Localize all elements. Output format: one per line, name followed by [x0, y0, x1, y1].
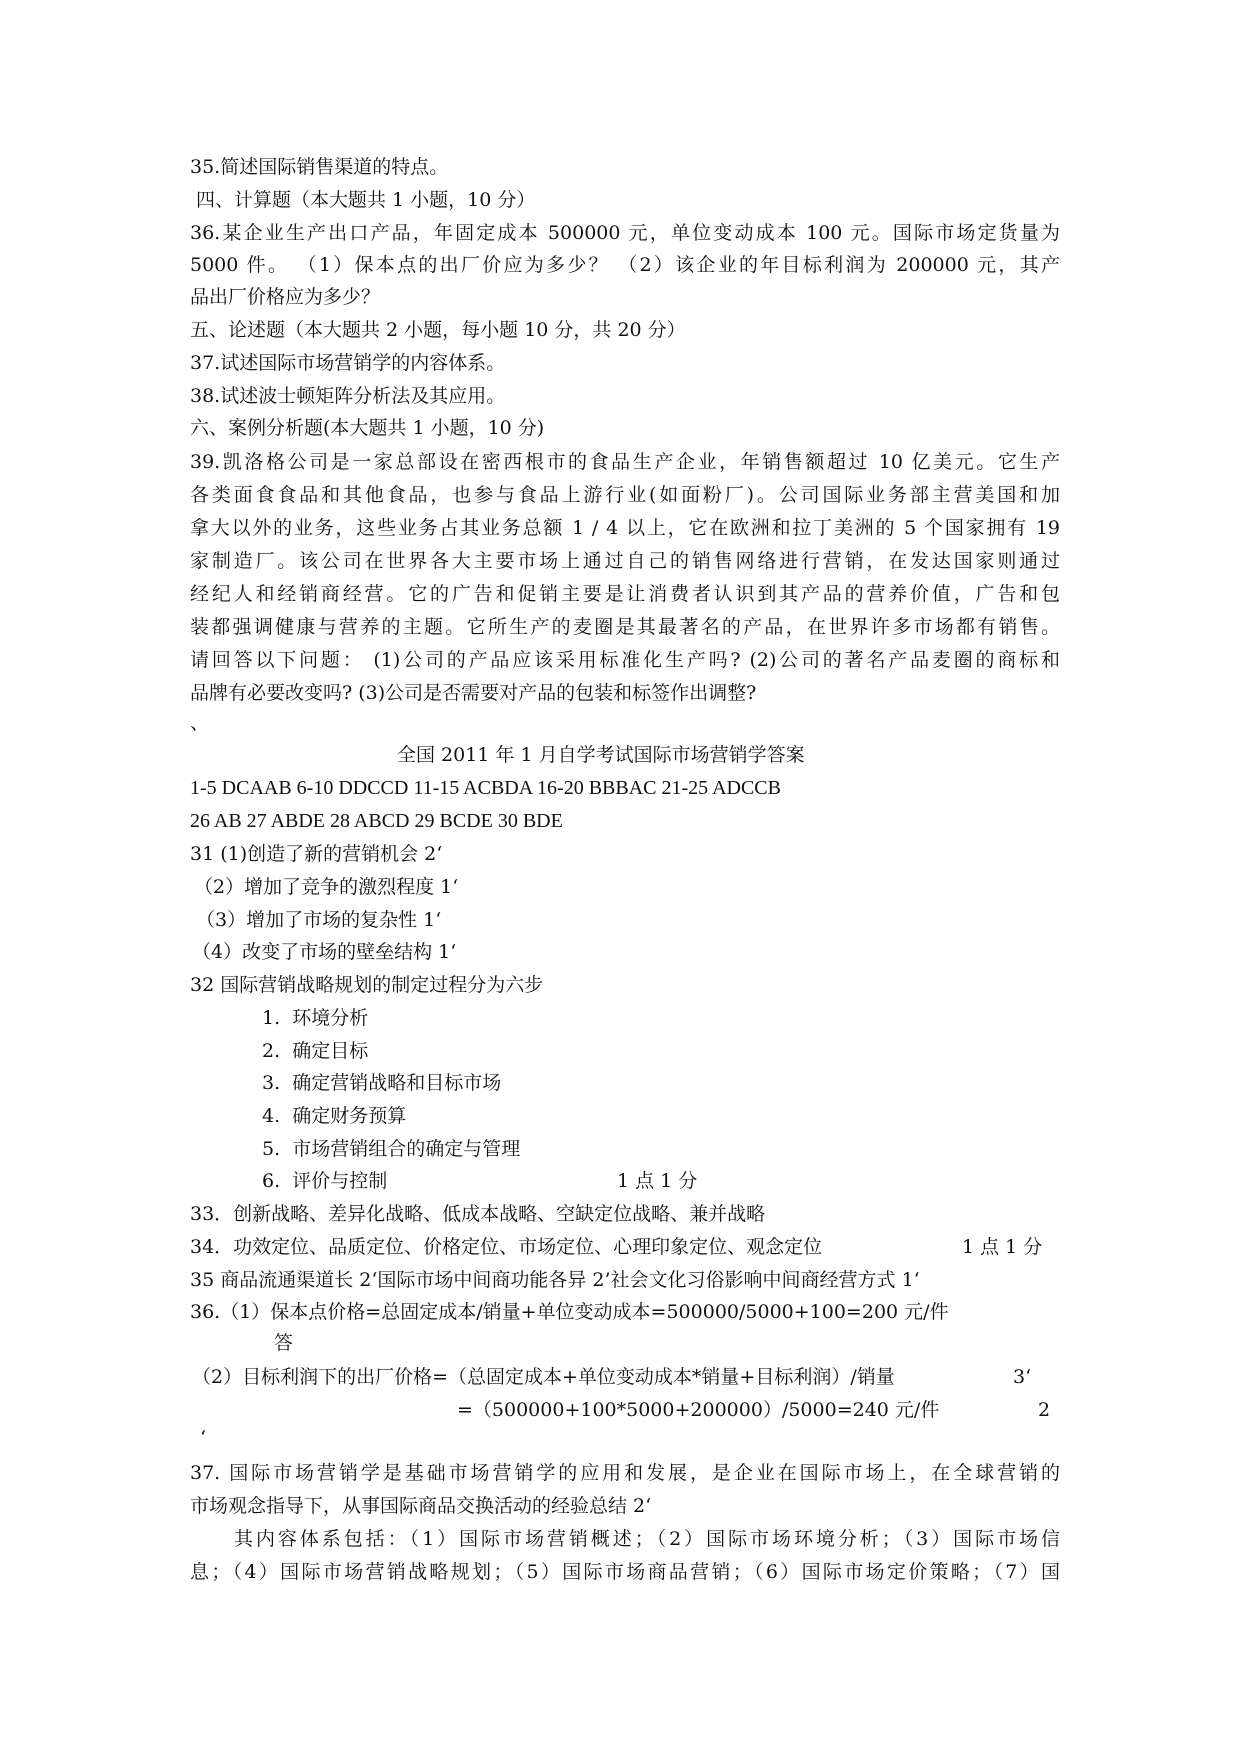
- answer-36-part-2: （2）目标利润下的出厂价格=（总固定成本+单位变动成本*销量+目标利润）/销量: [192, 1366, 895, 1388]
- mc-answers-line-2: 26 AB 27 ABDE 28 ABCD 29 BCDE 30 BDE: [190, 810, 563, 832]
- answer-32-step: 3. 确定营销战略和目标市场: [262, 1072, 502, 1094]
- question-35: 35.简述国际销售渠道的特点。: [190, 156, 449, 178]
- stray-mark: 、: [190, 712, 210, 734]
- question-39-line-3: 拿大以外的业务，这些业务占其业务总额 1 / 4 以上，它在欧洲和拉丁美洲的 5 个国家拥有 19: [190, 517, 1060, 539]
- answer-37-line-3: 其内容体系包括：（1）国际市场营销概述；（2）国际市场环境分析；（3）国际市场信: [234, 1528, 1060, 1550]
- answer-31-item-1: 31 (1)创造了新的营销机会 2‘: [190, 843, 443, 865]
- answer-32-step: 2. 确定目标: [262, 1040, 369, 1062]
- question-39-line-1: 39.凯洛格公司是一家总部设在密西根市的食品生产企业，年销售额超过 10 亿美元。它生产: [190, 451, 1060, 473]
- answer-37-line-1: 37. 国际市场营销学是基础市场营销学的应用和发展，是企业在国际市场上，在全球营销的: [190, 1462, 1060, 1484]
- answer-35: 35 商品流通渠道长 2‘国际市场中间商功能各异 2’社会文化习俗影响中间商经营方式 1‘: [190, 1269, 920, 1291]
- answer-36-part-2-score: 3‘: [1013, 1366, 1032, 1388]
- answer-32-step: 1. 环境分析: [262, 1007, 369, 1029]
- question-39-line-5: 经纪人和经销商经营。它的广告和促销主要是让消费者认识到其产品的营养价值，广告和包: [190, 583, 1060, 605]
- answer-36-part-2-calc: =（500000+100*5000+200000）/5000=240 元/件: [457, 1399, 940, 1421]
- answer-32-score: 1 点 1 分: [617, 1170, 698, 1192]
- answer-37-line-4: 息；（4）国际市场营销战略规划；（5）国际市场商品营销；（6）国际市场定价策略；（7）国: [190, 1561, 1060, 1583]
- question-39-line-7: 请回答以下问题： (1)公司的产品应该采用标准化生产吗? (2)公司的著名产品麦圈的商标和: [190, 649, 1060, 671]
- answer-36-part-2-calc-tick: ‘: [200, 1427, 207, 1449]
- question-36-line-3: 品出厂价格应为多少？: [190, 286, 381, 308]
- answer-34-score: 1 点 1 分: [962, 1236, 1043, 1258]
- question-36-line-1: 36.某企业生产出口产品，年固定成本 500000 元，单位变动成本 100 元。国际市场定货量为: [190, 222, 1060, 244]
- question-39-line-4: 家制造厂。该公司在世界各大主要市场上通过自己的销售网络进行营销，在发达国家则通过: [190, 550, 1060, 572]
- question-38: 38.试述波士顿矩阵分析法及其应用。: [190, 385, 506, 407]
- answer-37-line-2: 市场观念指导下，从事国际商品交换活动的经验总结 2‘: [190, 1495, 652, 1517]
- section-5-heading: 五、论述题（本大题共 2 小题，每小题 10 分，共 20 分）: [190, 319, 686, 341]
- section-4-heading: 四、计算题（本大题共 1 小题，10 分）: [196, 189, 536, 211]
- answer-34: 34．功效定位、品质定位、价格定位、市场定位、心理印象定位、观念定位: [190, 1236, 823, 1258]
- question-37: 37.试述国际市场营销学的内容体系。: [190, 352, 506, 374]
- answer-31-item-4: （4）改变了市场的壁垒结构 1‘: [192, 941, 457, 963]
- answers-title: 全国 2011 年 1 月自学考试国际市场营销学答案: [397, 744, 805, 766]
- question-39-line-2: 各类面食食品和其他食品，也参与食品上游行业(如面粉厂)。公司国际业务部主营美国和加: [190, 484, 1060, 506]
- answer-32-step: 4. 确定财务预算: [262, 1105, 407, 1127]
- question-39-line-6: 装都强调健康与营养的主题。它所生产的麦圈是其最著名的产品，在世界许多市场都有销售。: [190, 616, 1060, 638]
- question-36-line-2: 5000 件。 （1）保本点的出厂价应为多少？ （2）该企业的年目标利润为 200000 元，其产: [190, 254, 1060, 276]
- answer-31-item-3: （3）增加了市场的复杂性 1‘: [196, 909, 442, 931]
- answer-36-part-1: 36.（1）保本点价格=总固定成本/销量+单位变动成本=500000/5000+100=200 元/件: [190, 1301, 949, 1323]
- answer-32-step: 6. 评价与控制: [262, 1170, 388, 1192]
- question-39-line-8: 品牌有必要改变吗? (3)公司是否需要对产品的包装和标签作出调整?: [190, 682, 757, 704]
- answer-31-item-2: （2）增加了竞争的激烈程度 1‘: [194, 876, 459, 898]
- section-6-heading: 六、案例分析题(本大题共 1 小题，10 分): [190, 417, 545, 439]
- mc-answers-line-1: 1-5 DCAAB 6-10 DDCCD 11-15 ACBDA 16-20 BBBAC 21-25 ADCCB: [190, 777, 781, 799]
- answer-33: 33．创新战略、差异化战略、低成本战略、空缺定位战略、兼并战略: [190, 1203, 766, 1225]
- answer-36-part-1-suffix: 答: [274, 1332, 294, 1354]
- answer-32-step: 5. 市场营销组合的确定与管理: [262, 1138, 521, 1160]
- answer-32-intro: 32 国际营销战略规划的制定过程分为六步: [190, 974, 544, 996]
- answer-36-part-2-calc-score: 2: [1038, 1399, 1051, 1421]
